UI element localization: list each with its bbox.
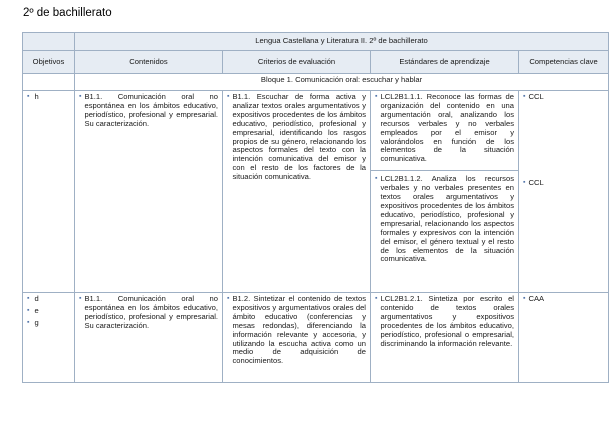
bullet-icon: ▪ bbox=[27, 318, 30, 326]
competencia-text: CCL bbox=[528, 177, 544, 187]
estandar-text: LCL2B1.1.1. Reconoce las formas de organización del contenido en una argumentación oral, analizando los recursos verbales y no verbales empleados por el emisor y valorándolos en función de los elementos de la situación comunicativa. bbox=[380, 92, 514, 164]
objetivos-cell bbox=[23, 293, 75, 383]
bullet-icon: ▪ bbox=[523, 295, 526, 302]
competencia-text: CCL bbox=[528, 92, 544, 101]
subject-header-row bbox=[23, 33, 609, 51]
competencia-text: CAA bbox=[528, 294, 545, 303]
bullet-icon: ▪ bbox=[79, 295, 82, 302]
empty-header-cell bbox=[23, 33, 75, 51]
column-header-estandares: Estándares de aprendizaje bbox=[371, 51, 519, 74]
bullet-icon: ▪ bbox=[227, 93, 230, 100]
contenido-text: B1.1. Comunicación oral no espontánea en los ámbitos educativo, periodístico, profesional y empresarial. Su caracterización. bbox=[84, 92, 218, 128]
estandares-cell bbox=[371, 91, 519, 293]
contenido-cell bbox=[75, 293, 223, 383]
table-row bbox=[23, 91, 609, 293]
column-header-competencias: Competencias clave bbox=[519, 51, 609, 74]
block-title: Bloque 1. Comunicación oral: escuchar y hablar bbox=[75, 74, 609, 91]
objetivo-item: ▪ e bbox=[27, 305, 39, 315]
bullet-icon: ▪ bbox=[523, 178, 526, 186]
objetivos-cell bbox=[23, 91, 75, 293]
bullet-icon: ▪ bbox=[375, 93, 378, 100]
estandar-text: LCL2B1.2.1. Sintetiza por escrito el contenido de textos orales argumentativos y expositivos procedentes de los ámbitos educativo, periodístico, profesional o empresarial, discriminando la información relevante. bbox=[380, 294, 514, 348]
column-header-contenidos: Contenidos bbox=[75, 51, 223, 74]
criterio-text: B1.2. Sintetizar el contenido de textos expositivos y argumentativos orales del ámbito educativo (conferencias y mesas redondas), diferenciando la información relevante y accesoria, y utilizando la escucha activa como un medio de adquisición de conocimientos. bbox=[232, 294, 366, 366]
criterio-text: B1.1. Escuchar de forma activa y analizar textos orales argumentativos y expositivos procedentes de los ámbitos educativo, periodístico, profesional y empresarial, identificando los rasgos propios de su género, relacionando los aspectos formales del texto con la intención comunicativa del emisor y con el resto de los factores de la situación comunicativa. bbox=[232, 92, 366, 182]
bullet-icon: ▪ bbox=[79, 93, 82, 100]
estandar-text: LCL2B1.1.2. Analiza los recursos verbales y no verbales presentes en textos orales argumentativos y expositivos procedentes de los ámbitos educativo, periodístico, profesional y empresarial, relacionando los aspectos formales y expresivos con la intención del emisor, el género textual y el resto de los elementos de la situación comunicativa. bbox=[380, 174, 514, 264]
objetivo-item: ▪ g bbox=[27, 317, 39, 327]
contenido-text: B1.1. Comunicación oral no espontánea en los ámbitos educativo, periodístico, profesional y empresarial. Su caracterización. bbox=[84, 294, 218, 330]
estandares-cell bbox=[371, 293, 519, 383]
empty-block-cell bbox=[23, 74, 75, 91]
column-header-criterios: Criterios de evaluación bbox=[223, 51, 371, 74]
objetivo-item: ▪ d bbox=[27, 294, 39, 303]
bullet-icon: ▪ bbox=[27, 295, 30, 302]
column-header-row bbox=[23, 51, 609, 74]
bullet-icon: ▪ bbox=[227, 295, 230, 302]
curriculum-table bbox=[22, 32, 609, 383]
bullet-icon: ▪ bbox=[375, 175, 378, 183]
criterio-cell bbox=[223, 91, 371, 293]
column-header-objetivos: Objetivos bbox=[23, 51, 75, 74]
bullet-icon: ▪ bbox=[523, 93, 526, 100]
page-title: 2º de bachillerato bbox=[23, 7, 112, 19]
subject-header: Lengua Castellana y Literatura II. 2º de bachillerato bbox=[75, 33, 609, 51]
competencias-cell bbox=[519, 293, 609, 383]
bullet-icon: ▪ bbox=[375, 295, 378, 302]
bullet-icon: ▪ bbox=[27, 93, 30, 100]
contenido-cell bbox=[75, 91, 223, 293]
bullet-icon: ▪ bbox=[27, 306, 30, 314]
objetivo-item: ▪ h bbox=[27, 92, 39, 101]
table-row bbox=[23, 293, 609, 383]
block-title-row bbox=[23, 74, 609, 91]
criterio-cell bbox=[223, 293, 371, 383]
competencias-cell bbox=[519, 91, 609, 293]
